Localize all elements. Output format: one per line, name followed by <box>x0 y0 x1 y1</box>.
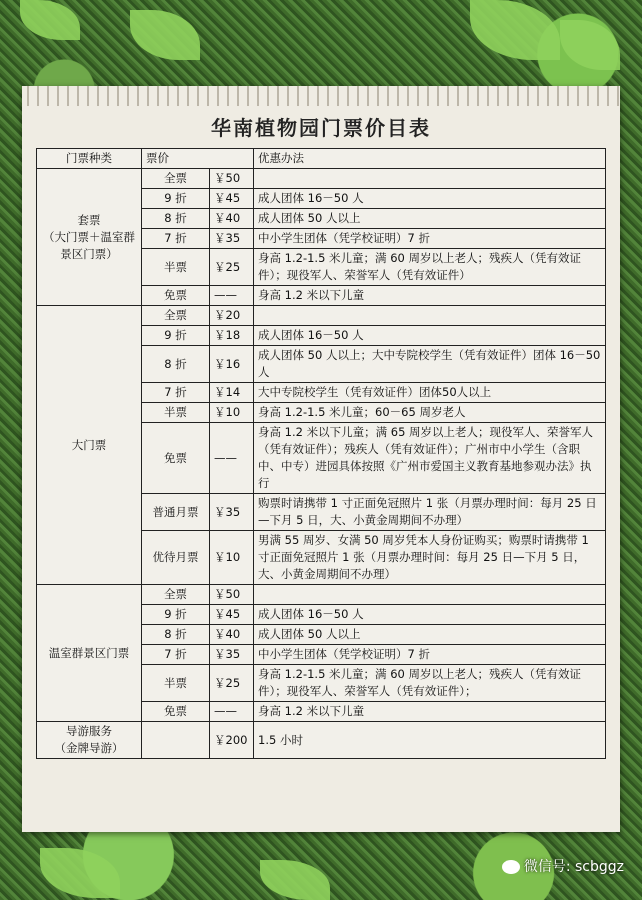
ticket-type: 8 折 <box>142 209 210 229</box>
discount-note: 身高 1.2-1.5 米儿童；满 60 周岁以上老人；残疾人（凭有效证件）；现役军人、荣誉军人（凭有效证件）； <box>254 665 606 702</box>
ticket-type: 优待月票 <box>142 531 210 585</box>
discount-note: 成人团体 16－50 人 <box>254 326 606 346</box>
table-row <box>37 169 606 189</box>
discount-note: 成人团体 16－50 人 <box>254 189 606 209</box>
discount-note: 男满 55 周岁、女满 50 周岁凭本人身份证购买；购票时请携带 1 寸正面免冠照片 1 张（月票办理时间：每月 25 日—下月 5 日，大、小黄金周期间不办理） <box>254 531 606 585</box>
table-row <box>37 306 606 326</box>
leaf-decoration <box>40 848 120 898</box>
table-row <box>37 722 606 759</box>
leaf-decoration <box>470 0 560 60</box>
wechat-watermark <box>502 856 624 876</box>
ticket-type: 8 折 <box>142 346 210 383</box>
ticket-price: ￥50 <box>210 585 254 605</box>
ticket-type: 8 折 <box>142 625 210 645</box>
ticket-type: 免票 <box>142 702 210 722</box>
ticket-category: 大门票 <box>37 306 142 585</box>
spiral-rings <box>22 86 620 106</box>
ticket-price: —— <box>210 286 254 306</box>
ticket-type: 7 折 <box>142 645 210 665</box>
ticket-category: 套票 （大门票＋温室群景区门票） <box>37 169 142 306</box>
ticket-price: —— <box>210 702 254 722</box>
discount-note <box>254 169 606 189</box>
ticket-type: 全票 <box>142 585 210 605</box>
ticket-price: ￥40 <box>210 625 254 645</box>
ticket-price-table <box>36 148 606 759</box>
discount-note: 身高 1.2 米以下儿童 <box>254 286 606 306</box>
ticket-category: 温室群景区门票 <box>37 585 142 722</box>
discount-note <box>254 585 606 605</box>
leaf-decoration <box>20 0 80 40</box>
notebook-paper <box>22 86 620 832</box>
ticket-type: 7 折 <box>142 229 210 249</box>
ticket-price: ￥35 <box>210 494 254 531</box>
wechat-icon <box>502 860 520 874</box>
ticket-price: ￥200 <box>210 722 254 759</box>
ticket-price: ￥16 <box>210 346 254 383</box>
ticket-price: ￥25 <box>210 665 254 702</box>
discount-note: 身高 1.2-1.5 米儿童；60－65 周岁老人 <box>254 403 606 423</box>
ticket-price: ￥14 <box>210 383 254 403</box>
discount-note: 身高 1.2 米以下儿童；满 65 周岁以上老人；现役军人、荣誉军人（凭有效证件）；残疾人（凭有效证件）；广州市中小学生（含职中、中专）进园具体按照《广州市爱国主义教育基地参观办法》执行 <box>254 423 606 494</box>
discount-note: 成人团体 50 人以上 <box>254 209 606 229</box>
ticket-type <box>142 722 210 759</box>
ticket-price: ￥18 <box>210 326 254 346</box>
ticket-price: ￥50 <box>210 169 254 189</box>
leaf-decoration <box>130 10 200 60</box>
ticket-type: 9 折 <box>142 326 210 346</box>
header-category: 门票种类 <box>37 149 142 169</box>
ticket-price: ￥45 <box>210 189 254 209</box>
ticket-type: 免票 <box>142 423 210 494</box>
ticket-price: ￥35 <box>210 645 254 665</box>
header-discount: 优惠办法 <box>254 149 606 169</box>
header-price: 票价 <box>142 149 254 169</box>
ticket-type: 普通月票 <box>142 494 210 531</box>
discount-note: 1.5 小时 <box>254 722 606 759</box>
ticket-category: 导游服务 （金牌导游） <box>37 722 142 759</box>
ticket-price: ￥40 <box>210 209 254 229</box>
ticket-type: 7 折 <box>142 383 210 403</box>
ticket-price: ￥45 <box>210 605 254 625</box>
page-title: 华南植物园门票价目表 <box>211 116 431 140</box>
ticket-type: 9 折 <box>142 189 210 209</box>
ticket-type: 半票 <box>142 249 210 286</box>
ticket-type: 9 折 <box>142 605 210 625</box>
ticket-price: ￥10 <box>210 403 254 423</box>
discount-note: 中小学生团体（凭学校证明）7 折 <box>254 645 606 665</box>
ticket-price: ￥20 <box>210 306 254 326</box>
ticket-type: 全票 <box>142 169 210 189</box>
watermark-text: 微信号: scbggz <box>523 859 624 875</box>
discount-note: 购票时请携带 1 寸正面免冠照片 1 张（月票办理时间：每月 25 日—下月 5 日，大、小黄金周期间不办理） <box>254 494 606 531</box>
ticket-price: —— <box>210 423 254 494</box>
discount-note: 大中专院校学生（凭有效证件）团体50人以上 <box>254 383 606 403</box>
discount-note: 成人团体 50 人以上；大中专院校学生（凭有效证件）团体 16－50 人 <box>254 346 606 383</box>
ticket-price: ￥25 <box>210 249 254 286</box>
table-row <box>37 585 606 605</box>
discount-note: 成人团体 50 人以上 <box>254 625 606 645</box>
ticket-type: 半票 <box>142 665 210 702</box>
discount-note: 成人团体 16－50 人 <box>254 605 606 625</box>
table-header-row <box>37 149 606 169</box>
leaf-decoration <box>560 20 620 70</box>
ticket-price: ￥35 <box>210 229 254 249</box>
discount-note <box>254 306 606 326</box>
leaf-decoration <box>260 860 330 900</box>
ticket-type: 全票 <box>142 306 210 326</box>
ticket-type: 免票 <box>142 286 210 306</box>
discount-note: 身高 1.2 米以下儿童 <box>254 702 606 722</box>
ticket-type: 半票 <box>142 403 210 423</box>
discount-note: 身高 1.2-1.5 米儿童；满 60 周岁以上老人；残疾人（凭有效证件）；现役军人、荣誉军人（凭有效证件） <box>254 249 606 286</box>
discount-note: 中小学生团体（凭学校证明）7 折 <box>254 229 606 249</box>
ticket-price: ￥10 <box>210 531 254 585</box>
